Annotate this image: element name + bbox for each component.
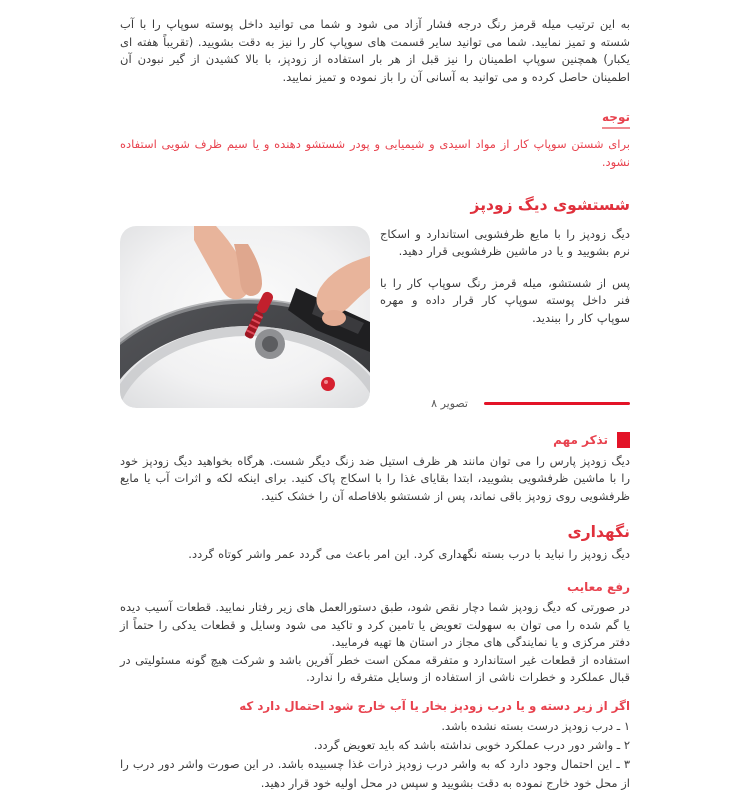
intro-paragraph: به این ترتیب میله قرمز رنگ درجه فشار آزاد می شود و شما می توانید داخل پوسته سوپاپ را با آب شسته و تمیز نمایید. شما می توانید سایر قسمت های سوپاپ کار را نیز به دقت بشویید. (تقریباً هفته ای یکبار) همچنین سوپاپ اطمینان را نیز قبل از هر بار استفاده از زودپز، با بالا کشیدن از گیر نبودن آن اطمینان حاصل کرده و می توانید به آسانی آن را باز نموده و تمیز نمایید. xyxy=(120,17,630,84)
important-note-label: تذکر مهم xyxy=(553,432,608,447)
hand-right-thumb xyxy=(322,310,346,326)
troubleshooting-paragraph-2: استفاده از قطعات غیر استاندارد و متفرقه ممکن است خطر آفرین باشد و شرکت هیچ گونه مسئولیتی در قبال عملکرد و خطرات ناشی از استفاده از وسایل متفرقه را ندارد. xyxy=(120,652,630,685)
washing-figure-row xyxy=(120,226,630,410)
troubleshooting-paragraph-1: در صورتی که دیگ زودپز شما دچار نقص شود، طبق دستورالعمل های زیر رفتار نمایید. قطعات آسیب دیده یا گم شده را می توان به سهولت تعویض یا تامین کرد و تاکید می شود وسایل و قطعات یدکی را حتماً از دفتر مرکزی و یا نمایندگی های مجاز در استان ها تهیه فرمایید. xyxy=(120,599,630,650)
issue-item-2: ۲ ـ واشر دور درب عملکرد خوبی نداشته باشد که باید تعویض گردد. xyxy=(313,737,630,752)
valve-housing-center xyxy=(262,336,278,352)
important-note-header xyxy=(120,432,630,448)
safety-valve-ball xyxy=(321,377,335,391)
issue-item-1: ۱ ـ درب زودپز درست بسته نشده باشد. xyxy=(441,718,630,733)
washing-section-title: شستشوی دیگ زودپز xyxy=(470,195,630,214)
figure-caption-row xyxy=(380,397,630,410)
lid-washing-photo xyxy=(120,226,370,408)
notice-label: توجه xyxy=(602,110,630,129)
washing-paragraph-2: پس از شستشو، میله قرمز رنگ سوپاپ کار را با فنر داخل پوسته سوپاپ کار قرار داده و مهره سوپاپ کار را ببندید. xyxy=(380,275,630,325)
figure-caption: تصویر ۸ xyxy=(431,396,468,410)
storage-text: دیگ زودپز را نباید با درب بسته نگهداری کرد. این امر باعث می گردد عمر واشر کوتاه گردد. xyxy=(188,547,630,562)
issue-item-3: ۳ ـ این احتمال وجود دارد که به واشر درب زودپز ذرات غذا چسبیده باشد. در این صورت واشر دور درب را از محل خود خارج نموده به دقت بشویید و سپس در محل اولیه خود قرار دهید. xyxy=(120,756,630,790)
notice-block xyxy=(120,106,630,129)
important-note-text: دیگ زودپز پارس را می توان مانند هر ظرف استیل ضد زنگ دیگر شست. هرگاه بخواهید دیگ زودپز خود را با ماشین ظرفشویی بشویید، ابتدا بقایای غذا را با اسکاج پاک کنید. برای اینکه لکه و اثرات آب یا مایع ظرفشویی روی زودپز باقی نماند، پس از شستشو بلافاصله آن را خشک کنید. xyxy=(120,453,630,503)
caption-rule-line xyxy=(484,402,630,405)
washing-paragraph-1: دیگ زودپز را با مایع ظرفشویی استاندارد و اسکاج نرم بشویید و یا در ماشین ظرفشویی قرار دهید. xyxy=(380,226,630,259)
issue-heading: اگر از زیر دسته و یا درب زودپز بخار یا آب خارج شود احتمال دارد که xyxy=(239,698,630,713)
washing-text-column xyxy=(380,226,630,410)
troubleshooting-title: رفع معایب xyxy=(566,579,630,594)
storage-section-title: نگهداری xyxy=(567,523,630,542)
notice-text: برای شستن سوپاپ کار از مواد اسیدی و شیمیایی و پودر شستشو دهنده و یا سیم ظرف شویی استفاده نشود. xyxy=(120,137,630,169)
red-square-bullet-icon xyxy=(617,432,630,448)
safety-valve-ball-highlight xyxy=(324,380,328,384)
